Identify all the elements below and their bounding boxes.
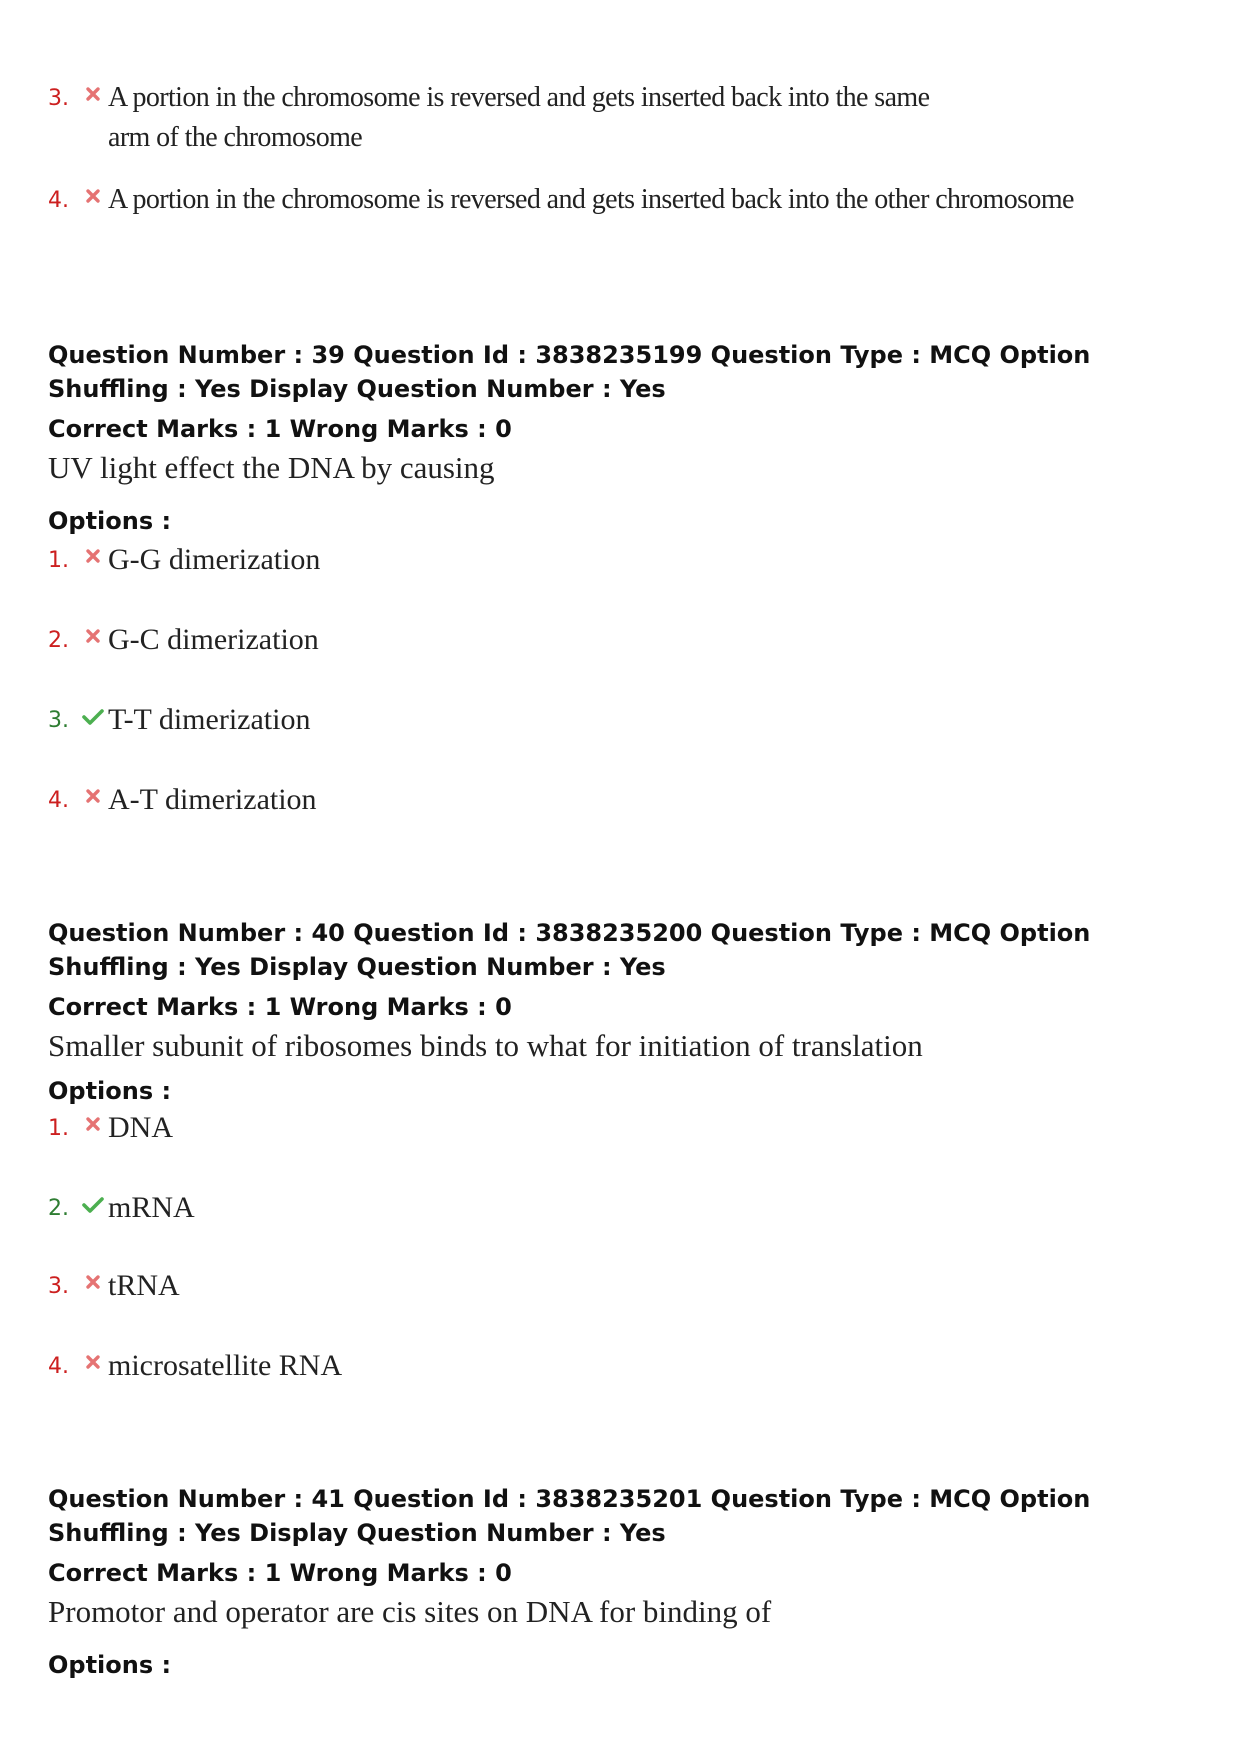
option-number: 2.: [48, 628, 69, 653]
check-icon: [78, 700, 108, 726]
option-text: mRNA: [108, 1191, 195, 1224]
option-row: [48, 700, 1198, 740]
option-row: [48, 1266, 1198, 1306]
option-text: A portion in the chromosome is reversed and gets inserted back into the other chromosome: [108, 184, 1074, 215]
option-row: [48, 540, 1198, 580]
option-text: microsatellite RNA: [108, 1349, 343, 1382]
cross-icon: [78, 620, 108, 644]
cross-icon: [78, 540, 108, 564]
question-header: Question Number : 39 Question Id : 3838235199 Question Type : MCQ Option Shuffling : Yes Display Question Number : Yes: [48, 341, 1091, 403]
options-label: Options :: [48, 1651, 172, 1679]
option-number: 3.: [48, 1274, 69, 1299]
option-number: 3.: [48, 86, 69, 111]
option-number: 3.: [48, 708, 69, 733]
option-row: [48, 620, 1198, 660]
cross-icon: [78, 1266, 108, 1290]
option-row: [48, 180, 1198, 220]
question-marks: Correct Marks : 1 Wrong Marks : 0: [48, 415, 512, 443]
option-number: 4.: [48, 1354, 69, 1379]
check-icon: [78, 1188, 108, 1214]
option-text: G-G dimerization: [108, 543, 321, 576]
options-label: Options :: [48, 1077, 172, 1105]
option-text: G-C dimerization: [108, 623, 319, 656]
options-label: Options :: [48, 507, 172, 535]
option-text: A portion in the chromosome is reversed and gets inserted back into the same arm of the chromosome: [108, 82, 930, 153]
option-number: 4.: [48, 188, 69, 213]
cross-icon: [78, 78, 108, 102]
question-text: Promotor and operator are cis sites on DNA for binding of: [48, 1594, 772, 1629]
option-row: [48, 780, 1198, 820]
option-text: T-T dimerization: [108, 703, 311, 736]
question-text: UV light effect the DNA by causing: [48, 450, 495, 485]
cross-icon: [78, 1346, 108, 1370]
option-row: [48, 1188, 1198, 1228]
option-text: A-T dimerization: [108, 783, 317, 816]
question-header: Question Number : 40 Question Id : 3838235200 Question Type : MCQ Option Shuffling : Yes Display Question Number : Yes: [48, 919, 1091, 981]
option-row: [48, 78, 1198, 158]
question-header: Question Number : 41 Question Id : 3838235201 Question Type : MCQ Option Shuffling : Yes Display Question Number : Yes: [48, 1485, 1091, 1547]
option-row: [48, 1346, 1198, 1386]
option-text: DNA: [108, 1111, 173, 1144]
question-text: Smaller subunit of ribosomes binds to what for initiation of translation: [48, 1028, 923, 1063]
option-text: tRNA: [108, 1269, 180, 1302]
option-number: 1.: [48, 1116, 69, 1141]
option-row: [48, 1108, 1198, 1148]
option-number: 1.: [48, 548, 69, 573]
option-number: 2.: [48, 1196, 69, 1221]
cross-icon: [78, 1108, 108, 1132]
question-marks: Correct Marks : 1 Wrong Marks : 0: [48, 993, 512, 1021]
question-marks: Correct Marks : 1 Wrong Marks : 0: [48, 1559, 512, 1587]
option-number: 4.: [48, 788, 69, 813]
cross-icon: [78, 780, 108, 804]
cross-icon: [78, 180, 108, 204]
